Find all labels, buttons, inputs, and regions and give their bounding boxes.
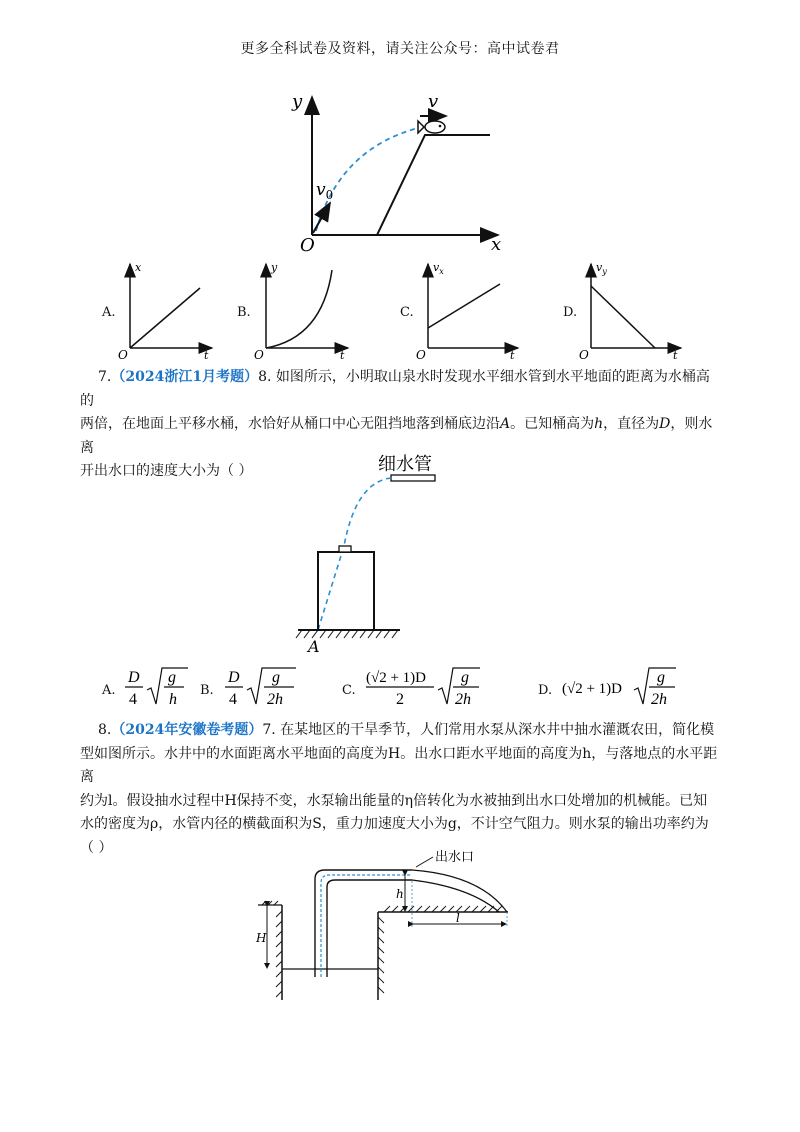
fig1-origin-label: O — [300, 235, 315, 255]
svg-text:(√2 + 1)D: (√2 + 1)D — [562, 681, 623, 697]
bucket-body — [318, 552, 374, 630]
slope-profile — [377, 135, 490, 235]
outlet-label: 出水口 — [435, 850, 475, 865]
trajectory-dashed — [316, 127, 422, 231]
fig1-x-label: x — [491, 234, 502, 255]
svg-text:O: O — [118, 348, 128, 362]
svg-text:(√2 + 1)D: (√2 + 1)D — [366, 670, 427, 686]
pipe-label: 细水管 — [378, 454, 432, 475]
option-d-label[interactable]: D. — [563, 305, 578, 320]
svg-text:D: D — [128, 669, 140, 686]
point-A-label: A — [308, 637, 320, 656]
svg-text:g: g — [657, 669, 665, 686]
svg-text:g: g — [461, 669, 469, 686]
figure-well-pump — [245, 845, 535, 1005]
dim-l-label: l — [456, 911, 460, 925]
svg-text:4: 4 — [129, 691, 137, 708]
question-7-text: 7.（2024浙江1月考题）8. 如图所示，小明取山泉水时发现水平细水管到水平地面的距离为水桶高的 两倍，在地面上平移水桶，水恰好从桶口中心无阻挡地落到桶底边沿A。已知桶高为h，直径为D，则水离 开出水口的速度大小为（ ） — [80, 369, 713, 479]
page-header: 更多全科试卷及资料，请关注公众号：高中试卷君 — [240, 41, 560, 57]
svg-text:D: D — [228, 669, 240, 686]
v0-arrow — [313, 203, 330, 233]
option-c-graph — [414, 258, 524, 363]
figure-fish-trajectory — [280, 85, 520, 255]
svg-text:g: g — [168, 669, 176, 686]
thin-pipe — [391, 475, 435, 481]
question-8-text: 8.（2024年安徽卷考题）7. 在某地区的干旱季节，人们常用水泵从深水井中抽水灌溉农田，简化模 型如图所示。水井中的水面距离水平地面的高度为H。出水口距水平地面的高度为h，与落地点的水平距离 约为l。假设抽水过程中H保持不变，水泵输出能量的η倍转化为水被抽到出水口处增加的机械能。已知 水的密度为ρ，水管内径的横截面积为S，重力加速度大小为g，不计空气阻力。则水泵的输出功率约为 （ ） — [80, 722, 718, 856]
option-b-graph — [252, 258, 352, 363]
svg-text:O: O — [254, 348, 264, 362]
fig1-y-label: y — [292, 91, 303, 112]
svg-text:t: t — [204, 349, 209, 362]
q8-source-tag: （2024年安徽卷考题） — [111, 722, 263, 738]
q7-number: 7. — [98, 369, 112, 385]
q7-source-tag: （2024浙江1月考题） — [111, 369, 259, 385]
svg-text:t: t — [510, 349, 515, 362]
figure-bucket — [290, 448, 450, 658]
graph-line — [130, 288, 200, 348]
graph-line — [591, 286, 655, 348]
svg-text:2: 2 — [396, 691, 404, 708]
svg-text:2h: 2h — [455, 691, 471, 708]
option-a-graph — [116, 258, 216, 363]
svg-text:2h: 2h — [651, 691, 667, 708]
dim-H-label: H — [256, 931, 267, 945]
svg-text:O: O — [416, 348, 426, 362]
option-c-label[interactable]: C. — [400, 305, 414, 320]
svg-text:x: x — [135, 261, 142, 274]
bucket-mouth — [339, 546, 351, 552]
svg-text:h: h — [169, 691, 177, 708]
fig1-v-label: v — [428, 91, 439, 112]
dim-h-label: h — [396, 887, 404, 901]
svg-text:t: t — [673, 349, 678, 362]
option-d-graph — [577, 258, 687, 363]
svg-text:g: g — [272, 669, 280, 686]
svg-text:vx: $v_x$ — [433, 261, 444, 276]
water-trajectory — [318, 478, 391, 630]
svg-text:t: t — [340, 349, 345, 362]
svg-text:O: O — [579, 348, 589, 362]
option-a-label[interactable]: A. — [102, 305, 116, 320]
graph-curve — [266, 270, 332, 348]
svg-text:4: 4 — [229, 691, 237, 708]
svg-text:y: y — [271, 261, 278, 274]
fish-icon — [418, 121, 445, 133]
q8-number: 8. — [98, 722, 112, 738]
option-b-label[interactable]: B. — [237, 305, 251, 320]
svg-text:2h: 2h — [267, 691, 283, 708]
graph-line — [428, 284, 500, 328]
fig1-v0-label: $v_0$ — [316, 180, 334, 202]
svg-text:vy: $v_y$ — [596, 261, 607, 276]
